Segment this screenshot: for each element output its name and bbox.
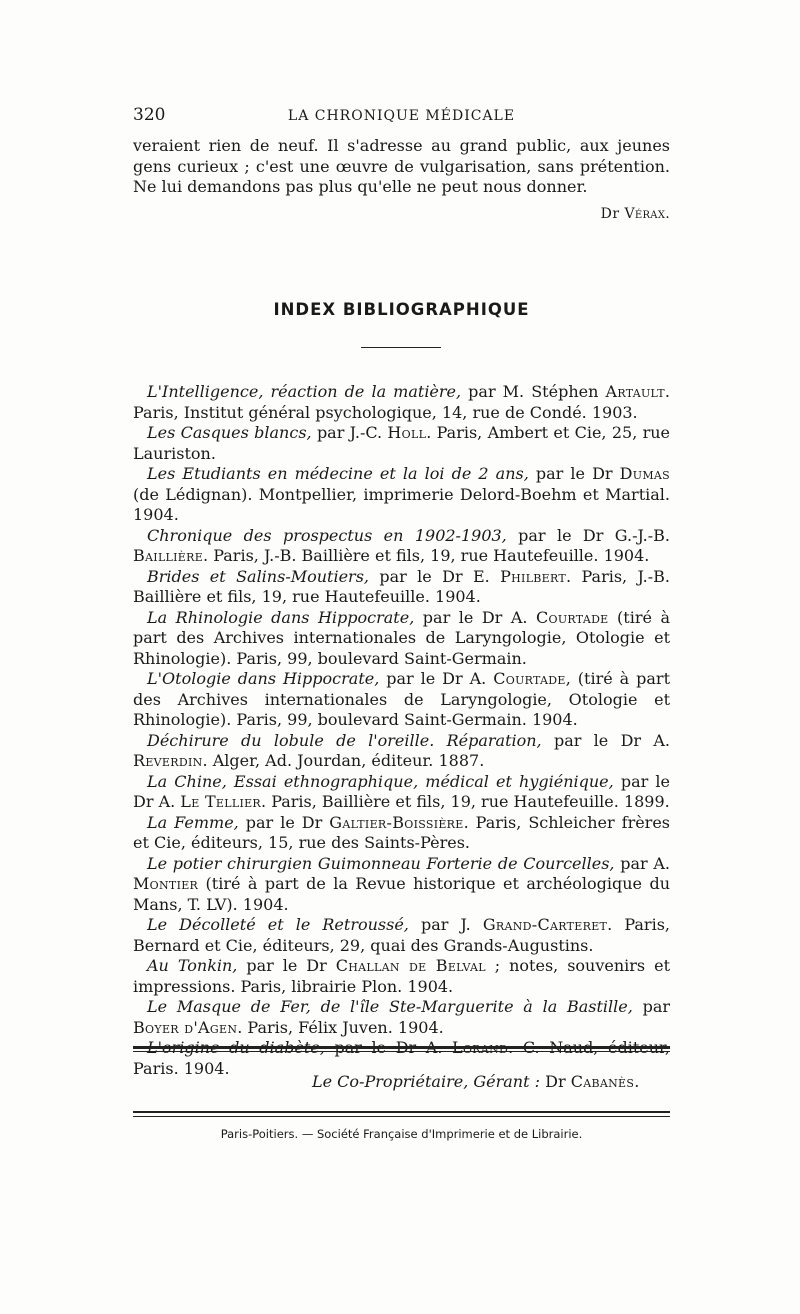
entry-author: Courtade [493, 669, 566, 688]
entry-mid: par le Dr [237, 956, 336, 975]
entry-rest: . Alger, Ad. Jourdan, éditeur. 1887. [202, 751, 485, 770]
entry-rest: Paris. 1904. [133, 1058, 230, 1078]
entry-rest: . Paris, Baillière et fils, 19, rue Hautefeuille. 1899. [261, 792, 670, 811]
entry-title: Le potier chirurgien Guimonneau Forterie de Courcelles, [147, 853, 615, 873]
bibliography-entry [133, 731, 670, 772]
bibliography-entry [133, 464, 670, 526]
footer-rule-thin [133, 1051, 670, 1052]
entry-rest: (de Lédignan). Montpellier, imprimerie Delord-Boehm et Martial. 1904. [133, 484, 670, 524]
intro-text: veraient rien de neuf. Il s'adresse au grand public, aux jeunes gens curieux ; c'est une œuvre de vulgarisation, sans prétention. Ne lui demandons pas plus qu'elle ne peut nous donner. [133, 136, 670, 196]
entry-title: Le Masque de Fer, de l'île Ste-Marguerite à la Bastille, [147, 997, 633, 1016]
entry-rest: . Paris, J.-B. Baillière et fils, 19, rue Hautefeuille. 1904. [203, 546, 650, 565]
entry-mid: par le Dr A. [414, 607, 536, 627]
entry-author: Grand-Carteret [482, 915, 608, 934]
bibliography-entry [133, 956, 670, 997]
entry-rest: (tiré à part des Archives internationales de Laryngologie, Otologie et Rhinologie). Paris, 99, boulevard Saint-Germain. [133, 607, 670, 668]
gerant-line [312, 1072, 640, 1091]
entry-title: L'Intelligence, réaction de la matière, [147, 382, 462, 401]
entry-rest: . Paris, Bernard et Cie, éditeurs, 29, quai des Grands-Augustins. [133, 915, 670, 955]
entry-title: Les Etudiants en médecine et la loi de 2 ans, [147, 464, 529, 483]
gerant-prefix: Dr [545, 1072, 566, 1091]
bibliography-entry [133, 997, 670, 1038]
bibliography-entry [133, 423, 670, 464]
printer-imprint: Paris-Poitiers. — Société Française d'Imprimerie et de Librairie. [220, 1127, 583, 1141]
entry-title: L'Otologie dans Hippocrate, [147, 669, 380, 688]
entry-title: Les Casques blancs, [147, 423, 312, 442]
entry-author: Galtier-Boissière [329, 812, 464, 832]
gerant-label: Le Co-Propriétaire, Gérant : [312, 1072, 541, 1091]
bibliography-entry [133, 915, 670, 956]
section-title: INDEX BIBLIOGRAPHIQUE [273, 300, 530, 319]
bibliography-entry [133, 854, 670, 916]
entry-author: Philbert [500, 566, 567, 586]
entry-author: Courtade [535, 607, 609, 627]
signature-name: Vérax. [624, 206, 670, 222]
entry-title: Déchirure du lobule de l'oreille. Réparation, [147, 730, 542, 750]
entry-mid: par A. [614, 853, 670, 873]
bibliography-entry [133, 608, 670, 670]
bibliography-entry [133, 526, 670, 567]
title-rule [361, 347, 441, 348]
entry-title: Chronique des prospectus en 1902-1903, [147, 525, 507, 545]
entry-rest: . Paris, Schleicher frères et Cie, éditeurs, 15, rue des Saints-Pères. [133, 812, 671, 852]
entry-rest: . Paris, Institut général psychologique, 14, rue de Condé. 1903. [133, 382, 671, 422]
imprint-rule-thick [133, 1111, 670, 1113]
entry-author: Challan de Belval [335, 956, 486, 975]
bibliography-entry [133, 813, 670, 854]
entry-author: Dumas [619, 464, 671, 483]
entry-mid: par J.-C. [311, 423, 388, 442]
running-title: LA CHRONIQUE MÉDICALE [287, 108, 516, 124]
entry-mid: par le Dr [238, 812, 330, 832]
entry-rest: (tiré à part de la Revue historique et archéologique du Mans, T. LV). 1904. [133, 874, 670, 914]
entry-mid: par J. [408, 915, 483, 934]
entry-mid: par le Dr A. [133, 771, 670, 811]
entry-mid: par le Dr E. [369, 566, 501, 586]
entry-rest: . Paris, J.-B. Baillière et fils, 19, rue Hautefeuille. 1904. [133, 566, 671, 606]
entry-title: Le Décolleté et le Retroussé, [147, 915, 409, 934]
imprint-rule-thin [133, 1116, 670, 1117]
entry-author: Baillière [133, 546, 204, 565]
bibliography-entry [133, 567, 670, 608]
entry-mid: par le Dr G.-J.-B. [506, 525, 670, 545]
entry-mid: par le Dr A. [541, 730, 670, 750]
page-number: 320 [133, 105, 166, 125]
entry-rest: . Paris, Ambert et Cie, 25, rue Lauriston. [133, 423, 671, 463]
entry-rest: , (tiré à part des Archives internationales de Laryngologie, Otologie et Rhinologie). Paris, 99, boulevard Saint-Germain. 1904. [133, 669, 671, 729]
entry-author: Artault [605, 382, 665, 401]
bibliography-entry [133, 382, 670, 423]
entry-mid: par le Dr A. [379, 669, 494, 688]
entry-title: La Femme, [147, 812, 239, 832]
entry-author: Montier [133, 874, 199, 893]
bibliography-entry [133, 669, 670, 731]
entry-mid: par [632, 997, 671, 1016]
gerant-name: Cabanès. [570, 1072, 640, 1091]
entry-title: Au Tonkin, [147, 956, 238, 975]
entry-mid: par M. Stéphen [461, 382, 606, 401]
bibliography-list [133, 382, 670, 1079]
entry-author: Holl [387, 423, 427, 442]
intro-paragraph [133, 136, 670, 198]
entry-title: La Chine, Essai ethnographique, médical et hygiénique, [147, 771, 614, 791]
bibliography-entry [133, 772, 670, 813]
entry-author: Le Tellier [180, 792, 262, 811]
footer-rule-thick [133, 1046, 670, 1049]
signature [133, 206, 670, 222]
entry-title: Brides et Salins-Moutiers, [147, 566, 370, 586]
entry-author: Reverdin [133, 751, 203, 770]
entry-title: La Rhinologie dans Hippocrate, [147, 607, 415, 627]
page-header [133, 103, 670, 129]
entry-mid: par le Dr [528, 464, 620, 483]
signature-prefix: Dr [600, 206, 620, 222]
entry-rest: ; notes, souvenirs et impressions. Paris, librairie Plon. 1904. [133, 956, 670, 996]
entry-rest: . Paris, Félix Juven. 1904. [237, 1017, 444, 1037]
entry-author: Boyer d'Agen [133, 1017, 238, 1037]
